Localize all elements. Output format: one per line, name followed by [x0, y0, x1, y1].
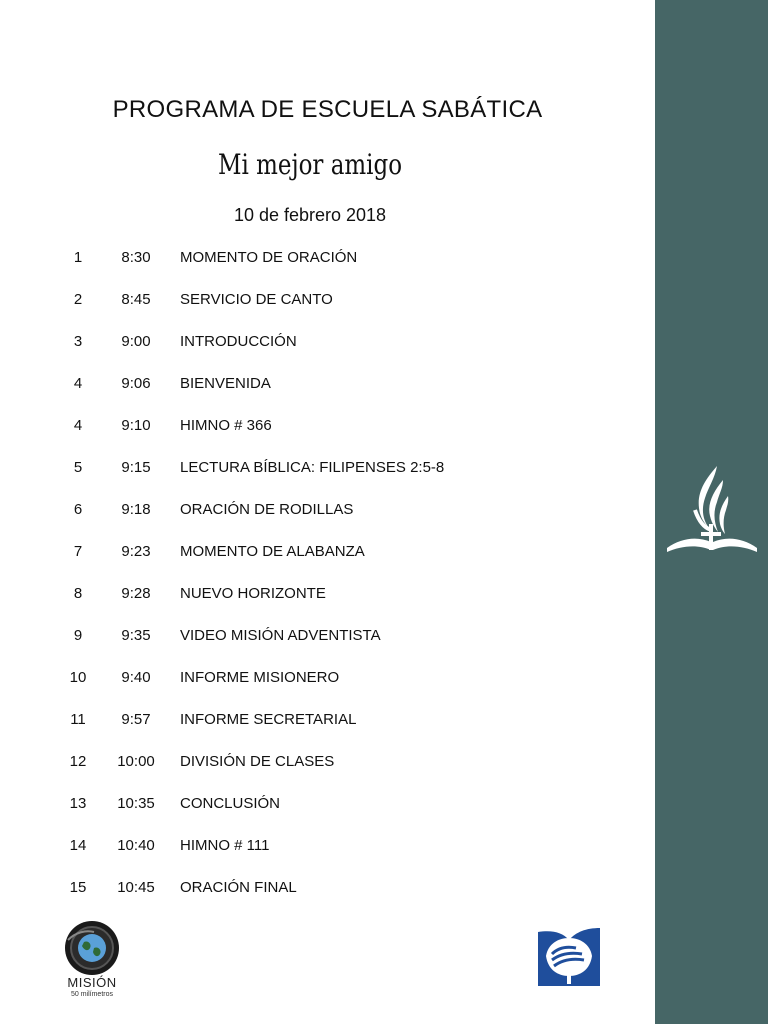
- schedule-row: [0, 289, 640, 331]
- row-number: 5: [73, 459, 83, 476]
- row-number: 6: [73, 501, 83, 518]
- schedule-row: [0, 247, 640, 289]
- row-time: 10:45: [117, 879, 155, 896]
- mision-logo-subtext: 50 milímetros: [70, 991, 113, 998]
- schedule-list: [0, 247, 640, 919]
- row-time: 9:57: [121, 711, 151, 728]
- row-activity: ORACIÓN FINAL: [180, 879, 297, 896]
- row-time: 9:18: [121, 501, 151, 518]
- row-number: 2: [73, 291, 83, 308]
- row-activity: INFORME MISIONERO: [180, 669, 340, 686]
- schedule-row: [0, 541, 640, 583]
- row-activity: DIVISIÓN DE CLASES: [180, 753, 335, 770]
- schedule-row: [0, 751, 640, 793]
- row-time: 9:28: [121, 585, 151, 602]
- row-number: 15: [69, 879, 87, 896]
- row-time: 10:00: [117, 753, 155, 770]
- program-subtitle: Mi mejor amigo: [217, 148, 403, 181]
- row-time: 9:10: [121, 417, 151, 434]
- row-number: 4: [73, 417, 83, 434]
- row-number: 3: [73, 333, 83, 350]
- row-time: 9:23: [121, 543, 151, 560]
- row-number: 10: [69, 669, 87, 686]
- row-time: 8:30: [121, 249, 151, 266]
- row-number: 13: [69, 795, 87, 812]
- mision-logo-text: MISIÓN: [67, 975, 117, 990]
- program-date: 10 de febrero 2018: [233, 205, 387, 225]
- row-time: 9:35: [121, 627, 151, 644]
- row-time: 10:40: [117, 837, 155, 854]
- schedule-row: [0, 373, 640, 415]
- row-activity: LECTURA BÍBLICA: FILIPENSES 2:5-8: [180, 459, 445, 476]
- row-activity: INFORME SECRETARIAL: [180, 711, 357, 728]
- flame-book-icon: [665, 462, 759, 554]
- row-number: 11: [70, 711, 86, 728]
- row-number: 8: [73, 585, 83, 602]
- row-number: 1: [73, 249, 83, 266]
- schedule-row: [0, 667, 640, 709]
- row-activity: CONCLUSIÓN: [180, 795, 281, 812]
- row-activity: VIDEO MISIÓN ADVENTISTA: [180, 627, 381, 644]
- row-time: 9:06: [121, 375, 151, 392]
- globe-icon: [62, 918, 122, 980]
- row-number: 4: [73, 375, 83, 392]
- schedule-row: [0, 415, 640, 457]
- schedule-row: [0, 331, 640, 373]
- schedule-row: [0, 499, 640, 541]
- row-activity: SERVICIO DE CANTO: [180, 291, 333, 308]
- row-activity: NUEVO HORIZONTE: [180, 585, 326, 602]
- row-number: 7: [73, 543, 83, 560]
- row-activity: INTRODUCCIÓN: [180, 333, 297, 350]
- row-activity: HIMNO # 111: [180, 837, 270, 854]
- row-activity: MOMENTO DE ORACIÓN: [180, 249, 358, 266]
- book-logo-icon: [536, 926, 602, 988]
- row-number: 14: [69, 837, 87, 854]
- row-time: 8:45: [121, 291, 151, 308]
- schedule-row: [0, 457, 640, 499]
- row-time: 10:35: [117, 795, 155, 812]
- schedule-row: [0, 793, 640, 835]
- schedule-row: [0, 583, 640, 625]
- row-activity: MOMENTO DE ALABANZA: [180, 543, 365, 560]
- row-time: 9:15: [121, 459, 151, 476]
- schedule-row: [0, 709, 640, 751]
- schedule-row: [0, 625, 640, 667]
- row-number: 12: [69, 753, 87, 770]
- row-activity: BIENVENIDA: [180, 375, 271, 392]
- row-activity: HIMNO # 366: [180, 417, 272, 434]
- schedule-row: [0, 877, 640, 919]
- page-title: PROGRAMA DE ESCUELA SABÁTICA: [112, 96, 543, 123]
- sidebar-band: [655, 0, 768, 1024]
- row-time: 9:40: [121, 669, 151, 686]
- row-activity: ORACIÓN DE RODILLAS: [180, 501, 354, 518]
- row-time: 9:00: [121, 333, 151, 350]
- schedule-row: [0, 835, 640, 877]
- row-number: 9: [73, 627, 83, 644]
